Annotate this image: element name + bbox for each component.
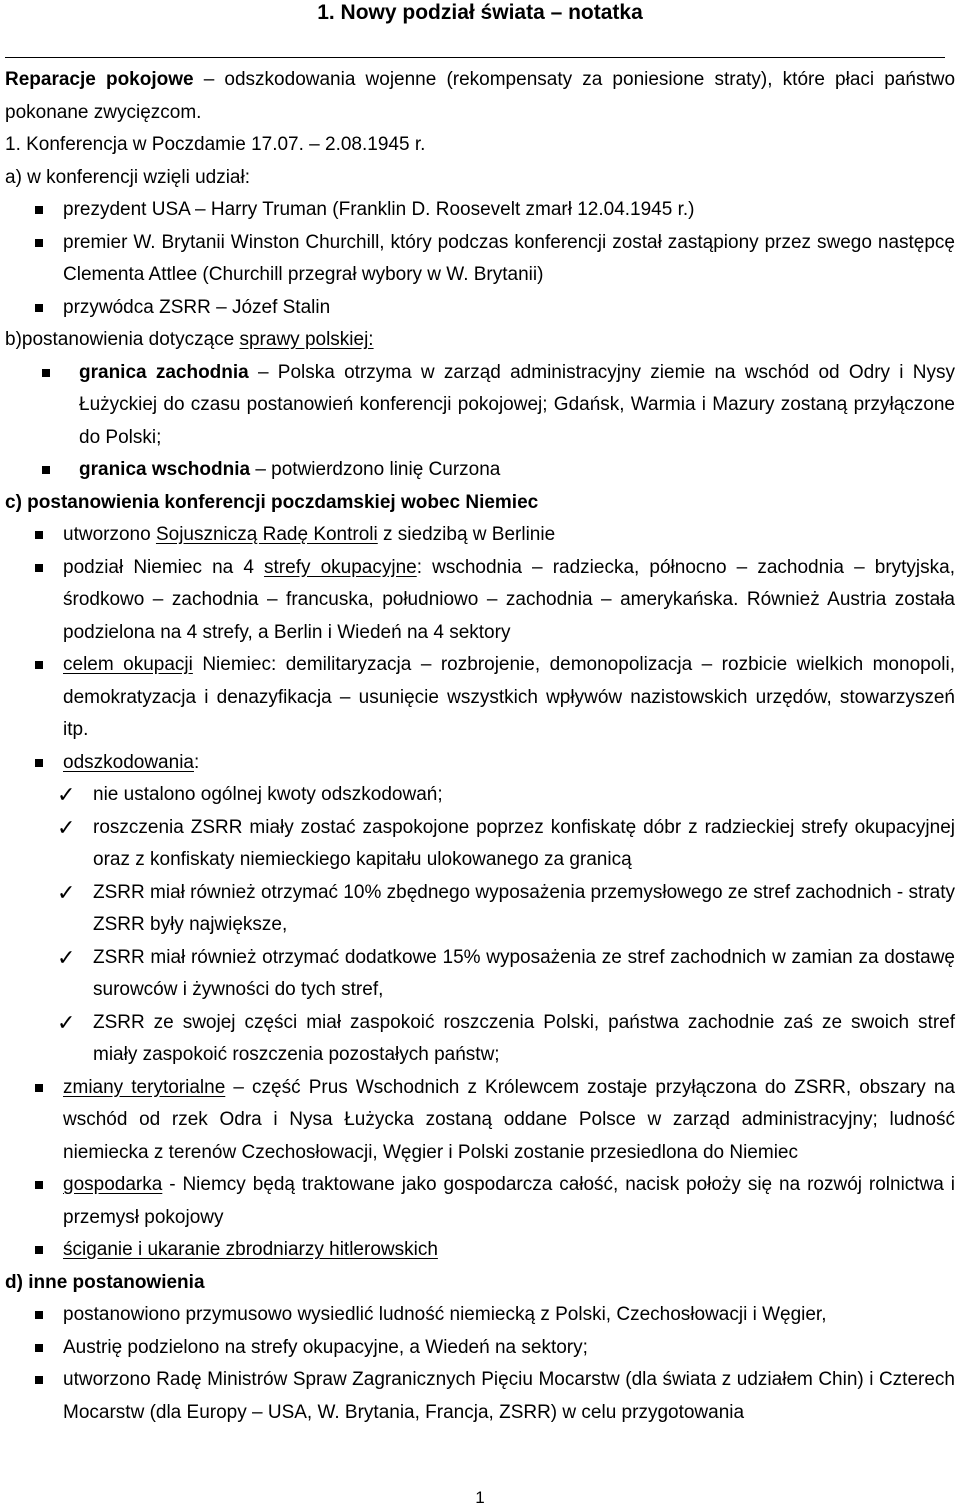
list-item-text: utworzono (63, 524, 156, 545)
check-item (5, 877, 955, 942)
square-bullet-icon (35, 1376, 43, 1384)
checkmark-icon: ✓ (57, 944, 76, 970)
section-b-list (5, 357, 955, 487)
checkmark-icon: ✓ (57, 814, 76, 840)
check-item-text: ZSRR miał również otrzymać dodatkowe 15% wyposażenia ze stref zachodnich w zamian za dostawę surowców i żywności do tych stref, (93, 946, 955, 1000)
title-rule (5, 57, 945, 58)
square-bullet-icon (35, 661, 43, 669)
section-b-heading-text: b)postanowienia dotyczące (5, 329, 240, 350)
list-item-underlined: ściganie i ukaranie zbrodniarzy hitlerowskich (63, 1239, 438, 1260)
list-item (5, 747, 955, 1072)
section-c-heading: c) postanowienia konferencji poczdamskiej wobec Niemiec (5, 491, 539, 513)
list-item-underlined: strefy okupacyjne (264, 556, 417, 578)
list-item-text: : wschodnia – radziecka, północno – zachodnia – brytyjska, środkowo – zachodnia – francuska, południowo – zachodnia – amerykańska. Również Austria została podzielona na 4 strefy, a Berlin i Wiedeń na 4 sektory (63, 556, 955, 643)
square-bullet-icon (35, 239, 43, 247)
list-item (5, 1299, 955, 1332)
heading-potsdam: 1. Konferencja w Poczdamie 17.07. – 2.08.1945 r. (5, 134, 426, 155)
square-bullet-icon (35, 206, 43, 214)
square-bullet-icon (42, 466, 50, 474)
list-item-bold: granica zachodnia (79, 361, 249, 383)
list-item (5, 1234, 955, 1267)
square-bullet-icon (35, 1181, 43, 1189)
section-d-list (5, 1299, 955, 1429)
list-item-underlined: odszkodowania (63, 751, 194, 773)
list-item-text: prezydent USA – Harry Truman (Franklin D. Roosevelt zmarł 12.04.1945 r.) (63, 199, 695, 220)
list-item (5, 1169, 955, 1234)
checkmark-icon: ✓ (57, 879, 76, 905)
list-item-text: Austrię podzielono na strefy okupacyjne, a Wiedeń na sektory; (63, 1336, 588, 1358)
check-item (5, 1007, 955, 1072)
list-item (5, 649, 955, 747)
section-d-heading: d) inne postanowienia (5, 1271, 205, 1293)
check-item (5, 812, 955, 877)
intro-paragraph (5, 64, 955, 129)
list-item-text: przywódca ZSRR – Józef Stalin (63, 296, 331, 318)
square-bullet-icon (35, 304, 43, 312)
list-item (5, 1332, 955, 1365)
section-c-list (5, 519, 955, 1267)
document-body (5, 64, 955, 1429)
list-item-underlined: celem okupacji (63, 654, 193, 675)
section-b-heading (5, 324, 955, 357)
list-item-text: podział Niemiec na 4 (63, 556, 265, 578)
list-item-underlined: gospodarka (63, 1174, 163, 1195)
square-bullet-icon (35, 1344, 43, 1352)
list-item (5, 519, 955, 552)
list-item-text: utworzono Radę Ministrów Spraw Zagranicznych Pięciu Mocarstw (dla świata z udziałem Chin) i Czterech Mocarstw (dla Europy – USA, W. Brytania, Francja, ZSRR) w celu przygotowania (63, 1369, 955, 1423)
check-item-text: roszczenia ZSRR miały zostać zaspokojone poprzez konfiskatę dóbr z radzieckiej strefy okupacyjnej oraz z konfiskaty niemieckiego kapitału ulokowanego za granicą (93, 816, 955, 870)
list-item-text: premier W. Brytanii Winston Churchill, który podczas konferencji został zastąpiony przez swego następcę Clementa Attlee (Churchill przegrał wybory w W. Brytanii) (63, 231, 955, 285)
checkmark-icon: ✓ (57, 782, 76, 807)
square-bullet-icon (35, 759, 43, 767)
list-item (5, 1072, 955, 1170)
check-item (5, 779, 955, 812)
page-number: 1 (475, 1488, 485, 1507)
list-item (5, 552, 955, 650)
page-title: 1. Nowy podział świata – notatka (317, 1, 643, 24)
list-item-underlined: zmiany terytorialne (63, 1076, 226, 1098)
list-item (5, 1364, 955, 1429)
check-item-text: ZSRR ze swojej części miał zaspokoić roszczenia Polski, państwa zachodnie zaś ze swoich stref miały zaspokoić roszczenia pozostałych państw; (93, 1011, 955, 1065)
list-item-bold: granica wschodnia (79, 459, 251, 480)
list-item (5, 194, 955, 227)
list-item-underlined: Sojuszniczą Radę Kontroli (155, 524, 378, 545)
compensation-checklist (5, 779, 955, 1072)
square-bullet-icon (35, 564, 43, 572)
square-bullet-icon (35, 1246, 43, 1254)
intro-term: Reparacje pokojowe (5, 69, 194, 90)
list-item-text: postanowiono przymusowo wysiedlić ludność niemiecką z Polski, Czechosłowacji i Węgier, (63, 1304, 827, 1325)
list-item-text: : (193, 751, 200, 773)
list-item-text: – część Prus Wschodnich z Królewcem zostaje przyłączona do ZSRR, obszary na wschód od rzek Odra i Nysa Łużycka zostaną oddane Polsce w zarząd administracyjny; ludność niemiecka z terenów Czechosłowacji, Węgier i Polski zostanie przesiedlona do Niemiec (63, 1076, 956, 1163)
section-a-list (5, 194, 955, 324)
square-bullet-icon (35, 1084, 43, 1092)
square-bullet-icon (35, 531, 43, 539)
checkmark-icon: ✓ (57, 1009, 76, 1035)
square-bullet-icon (35, 1311, 43, 1319)
list-item (5, 357, 955, 455)
square-bullet-icon (42, 369, 50, 377)
list-item (5, 292, 955, 325)
list-item (5, 227, 955, 292)
check-item-text: nie ustalono ogólnej kwoty odszkodowań; (93, 784, 443, 805)
list-item-text: z siedzibą w Berlinie (377, 524, 556, 545)
intro-text: – odszkodowania wojenne (rekompensaty za poniesione straty), które płaci państwo pokonane zwycięzcom. (5, 69, 956, 123)
list-item-text: – Polska otrzyma w zarząd administracyjny ziemie na wschód od Odry i Nysy Łużyckiej do czasu postanowień konferencji pokojowej; Gdańsk, Warmia i Mazury zostaną przyłączone do Polski; (79, 361, 955, 448)
list-item-text: Niemiec: demilitaryzacja – rozbrojenie, demonopolizacja – rozbicie wielkich monopoli, demokratyzacja i denazyfikacja – usunięcie wszystkich wpływów nazistowskich urzędów, stowarzyszeń itp. (63, 654, 955, 740)
list-item-text: – potwierdzono linię Curzona (250, 459, 501, 480)
section-b-heading-underlined: sprawy polskiej: (239, 329, 374, 350)
check-item-text: ZSRR miał również otrzymać 10% zbędnego wyposażenia przemysłowego ze stref zachodnich - straty ZSRR były największe, (93, 881, 955, 935)
check-item (5, 942, 955, 1007)
list-item (5, 454, 955, 487)
section-a-heading: a) w konferencji wzięli udział: (5, 166, 250, 188)
list-item-text: - Niemcy będą traktowane jako gospodarcza całość, nacisk położy się na rozwój rolnictwa i przemysł pokojowy (63, 1174, 955, 1228)
